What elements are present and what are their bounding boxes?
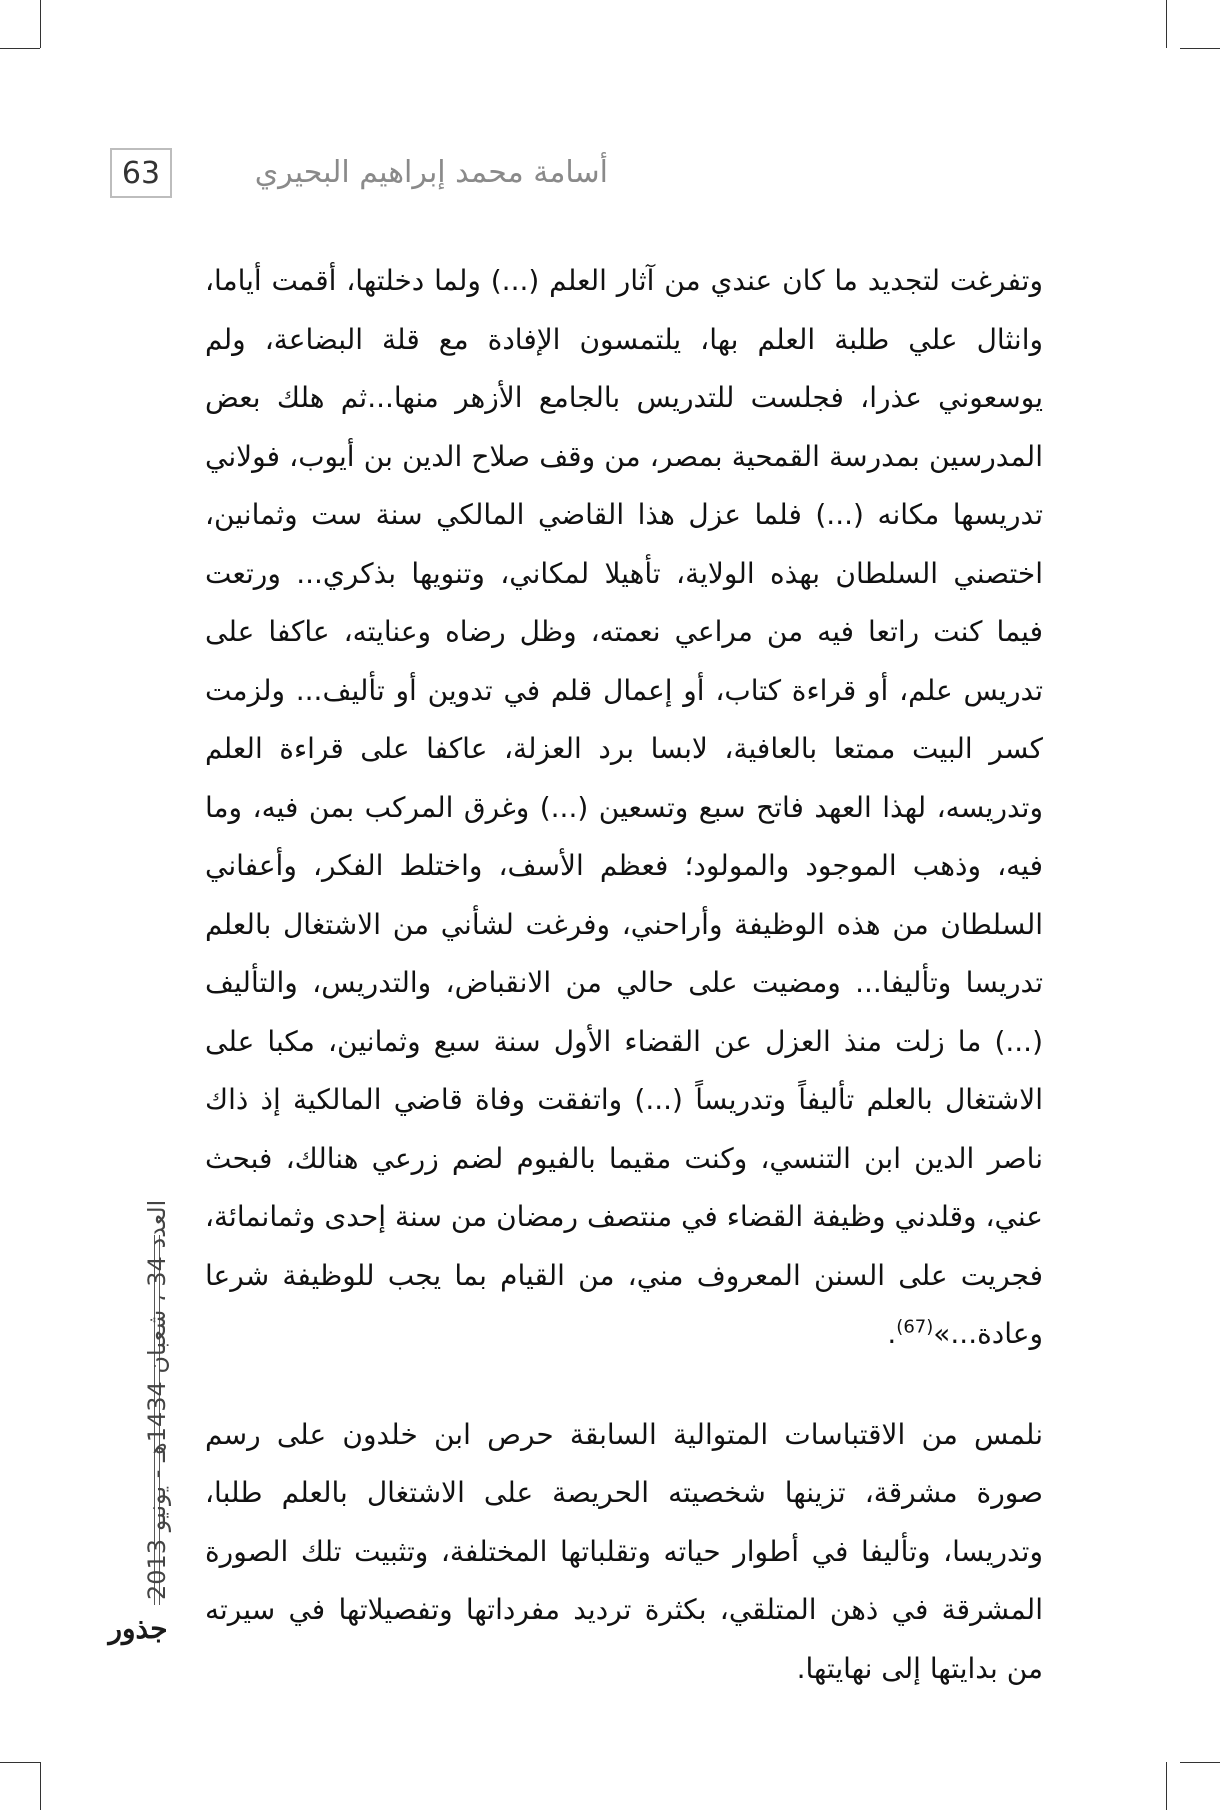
- quotation-paragraph: [205, 252, 1043, 1364]
- crop-mark-bottom-left: [40, 1762, 41, 1810]
- page-number: 63: [110, 148, 172, 198]
- commentary-paragraph: نلمس من الاقتباسات المتوالية السابقة حرص ابن خلدون على رسم صورة مشرقة، تزينها شخصيته الحريصة على الاشتغال بالعلم طلبا، وتدريسا، وتأليفا في أطوار حياته وتقلباتها المختلفة، وتثبيت تلك الصورة المشرقة في ذهن المتلقي، بكثرة ترديد مفرداتها وتفصيلاتها في سيرته من بدايتها إلى نهايتها.: [205, 1417, 1043, 1685]
- crop-mark-bottom-left-h: [0, 1762, 40, 1763]
- crop-mark-bottom-right: [1166, 1762, 1167, 1810]
- quotation-text: وتفرغت لتجديد ما كان عندي من آثار العلم (...) ولما دخلتها، أقمت أياما، وانثال علي طلبة العلم بها، يلتمسون الإفادة مع قلة البضاعة، ولم يوسعوني عذرا، فجلست للتدريس بالجامع الأزهر منها...ثم هلك بعض المدرسين بمدرسة القمحية بمصر، من وقف صلاح الدين بن أيوب، فولاني تدريسها مكانه (...) فلما عزل هذا القاضي المالكي سنة ست وثمانين، اختصني السلطان بهذه الولاية، تأهيلا لمكاني، وتنويها بذكري... ورتعت فيما كنت راتعا فيه من مراعي نعمته، وظل رضاه وعنايته، عاكفا على تدريس علم، أو قراءة كتاب، أو إعمال قلم في تدوين أو تأليف... ولزمت كسر البيت ممتعا بالعافية، لابسا برد العزلة، عاكفا على قراءة العلم وتدريسه، لهذا العهد فاتح سبع وتسعين (...) وغرق المركب بمن فيه، وما فيه، وذهب الموجود والمولود؛ فعظم الأسف، واختلط الفكر، وأعفاني السلطان من هذه الوظيفة وأراحني، وفرغت لشأني من الاشتغال بالعلم تدريسا وتأليفا... ومضيت على حالي من الانقباض، والتدريس، والتأليف (...) ما زلت منذ العزل عن القضاء الأول سنة سبع وثمانين، مكبا على الاشتغال بالعلم تأليفاً وتدريساً (...) واتفقت وفاة قاضي المالكية إذ ذاك ناصر الدين ابن التنسي، وكنت مقيما بالفيوم لضم زرعي هنالك، فبحث عني، وقلدني وظيفة القضاء في منتصف رمضان من سنة إحدى وثمانمائة، فجريت على السنن المعروف مني، من القيام بما يجب للوظيفة شرعا وعادة...»: [205, 264, 1043, 1350]
- crop-mark-top-right-h: [1180, 48, 1220, 49]
- article-body: [205, 252, 1043, 1698]
- issue-info-vertical: العدد 34 ، شعبان 1434هـ - يونيو 2013: [143, 1199, 171, 1600]
- footnote-reference: (67): [896, 1316, 934, 1338]
- running-header-author: أسامة محمد إبراهيم البحيري: [254, 155, 608, 190]
- quotation-end-period: .: [887, 1317, 897, 1350]
- crop-mark-top-right: [1166, 0, 1167, 48]
- crop-mark-top-left: [40, 0, 41, 48]
- crop-mark-top-left-h: [0, 48, 40, 49]
- crop-mark-bottom-right-h: [1180, 1762, 1220, 1763]
- journal-logo: جذور: [108, 1612, 168, 1645]
